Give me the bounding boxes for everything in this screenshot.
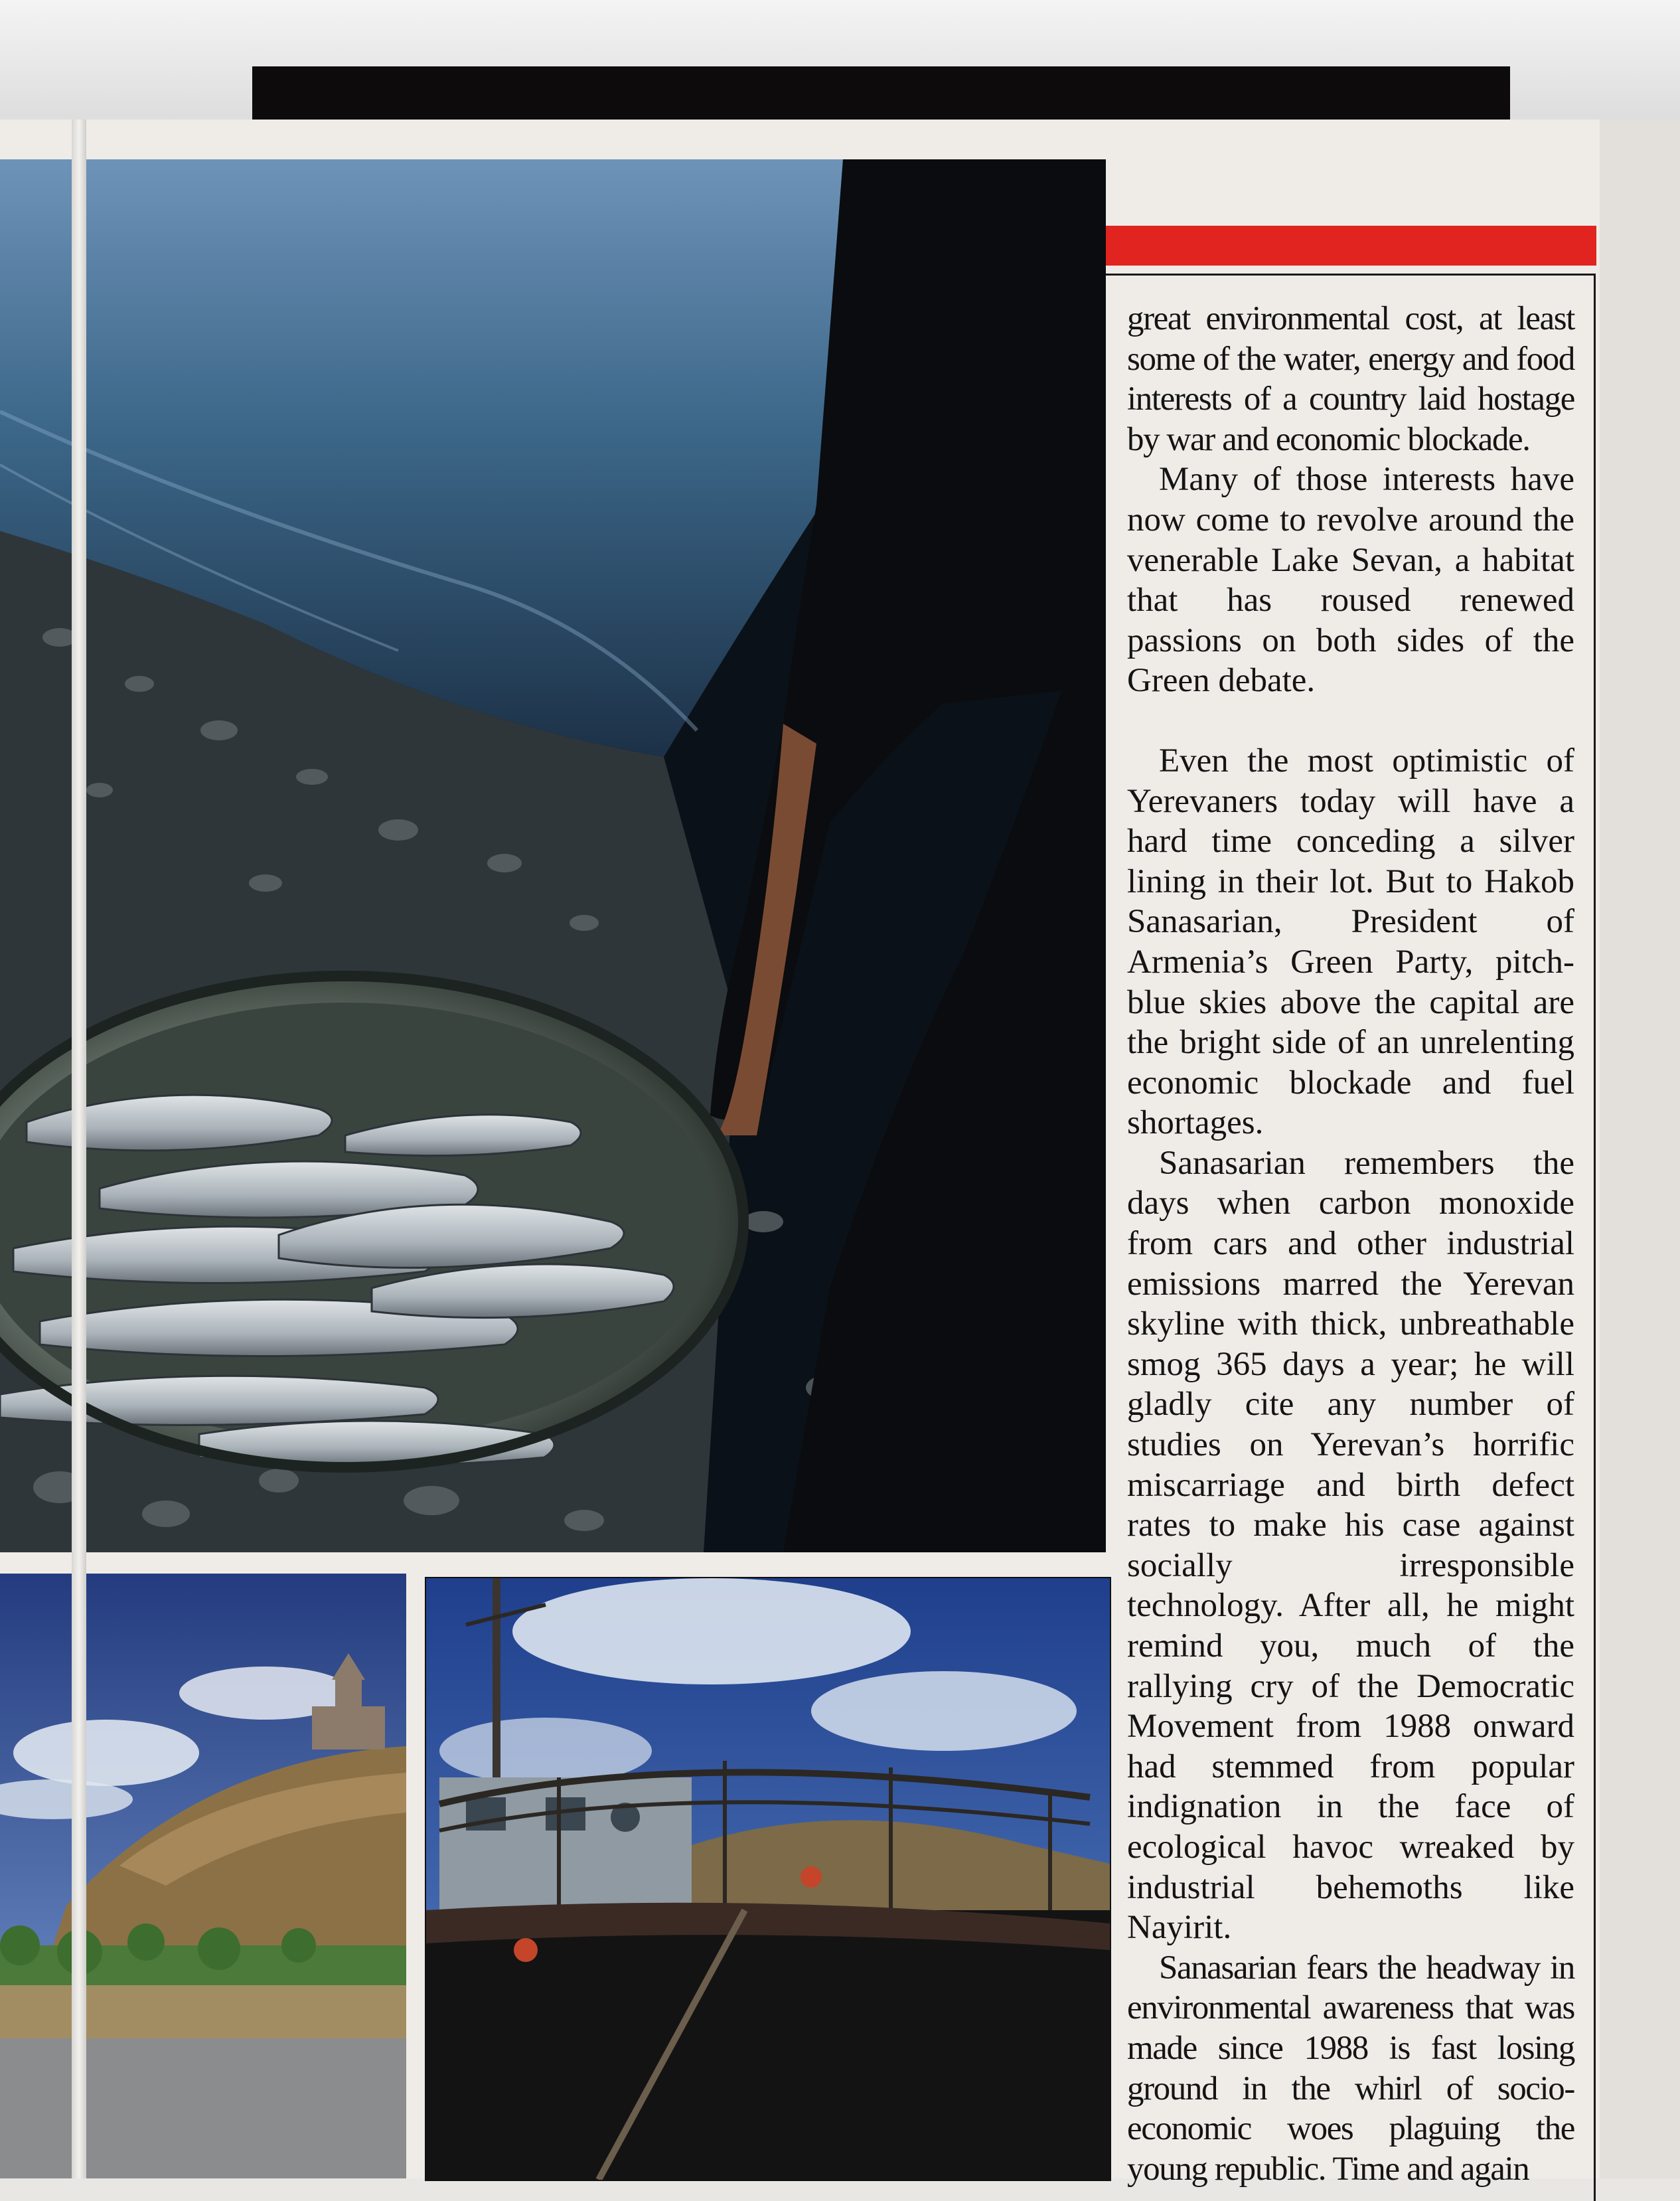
photo-church-hill: [0, 1574, 406, 2178]
photo-fish-basin: [0, 159, 1106, 1552]
photo-fishing-boat: [425, 1577, 1111, 2181]
underlying-page-edge: [252, 66, 1510, 126]
article-paragraph: great environmental cost, at least some of the water, energy and food interests of a country laid hostage by war and economic blockade.: [1127, 300, 1574, 458]
article-paragraph: Even the most optimistic of Yerevaners today will have a hard time conceding a silver lining in their lot. But to Hakob Sanasarian, President of Armenia’s Green Party, pitch-blue skies above the capital are the bright side of an unrelenting economic blockade and fuel shortages.: [1127, 742, 1574, 1142]
article-paragraph: Many of those interests have now come to revolve around the venerable Lake Sevan, a habitat that has roused renewed passions on both sides of the Green debate.: [1127, 461, 1574, 700]
article-body: [1127, 299, 1574, 2189]
article-paragraph: Sanasarian remembers the days when carbon monoxide from cars and other industrial emissions marred the Yerevan skyline with thick, unbreathable smog 365 days a year; he will gladly cite any number of studies on Yerevan’s horrific miscarriage and birth defect rates to make his case against socially irresponsible technology. After all, he might remind you, much of the rallying cry of the Democratic Movement from 1988 onward had stemmed from popular indignation in the face of ecological havoc wreaked by industrial behemoths like Nayirit.: [1127, 1144, 1574, 1947]
article-paragraph: Sanasarian fears the headway in environmental awareness that was made since 1988 is fast losing ground in the whirl of socio-economic woes plaguing the young republic. Time and again: [1127, 1949, 1574, 2188]
page-gutter: [72, 120, 86, 2178]
section-red-bar: [1106, 226, 1596, 266]
page-right-margin: [1600, 120, 1680, 2178]
